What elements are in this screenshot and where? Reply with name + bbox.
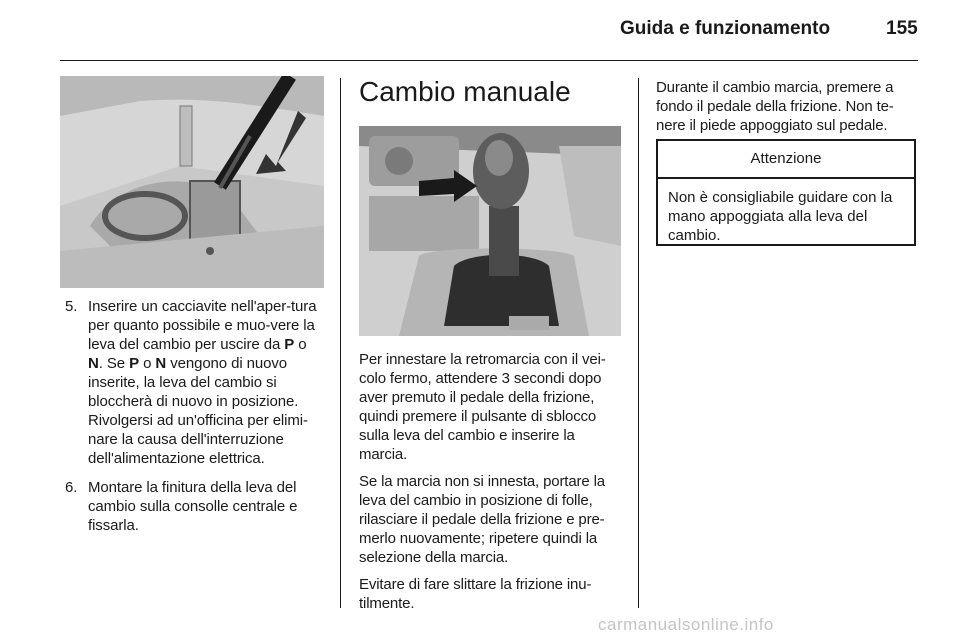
step-number: 6. <box>65 479 78 496</box>
header-title: Guida e funzionamento <box>620 18 831 39</box>
page-number: 155 <box>886 18 918 39</box>
section-title: Cambio manuale <box>359 76 571 107</box>
column-divider-right <box>638 78 639 608</box>
step-text: Inserire un cacciavite nell'aper-tura per quanto possibile e muo-vere la leva del cambio per uscire da P o N. Se P o N vengono di nuovo inserite, la leva del cambio si bloccherà di nuovo in posizione. Rivolgersi ad un'officina per elimi-nare la causa dell'interruzione dell'alimentazione elettrica. <box>88 298 317 467</box>
step-number: 5. <box>65 298 78 315</box>
manual-transmission-text <box>359 350 623 621</box>
step-text: Montare la finitura della leva del cambio sulla consolle centrale e fissarla. <box>88 479 298 534</box>
shift-lever-release-photo <box>60 76 324 288</box>
paragraph: Se la marcia non si innesta, portare la leva del cambio in posizione di folle, rilasciare il pedale della frizione e pre-merlo nuovamente; ripetere quindi la selezione della marcia. <box>359 473 605 566</box>
procedure-steps <box>62 297 324 545</box>
paragraph: Per innestare la retromarcia con il vei-colo fermo, attendere 3 secondi dopo aver premuto il pedale della frizione, quindi premere il pulsante di sblocco sulla leva del cambio e inserire la marcia. <box>359 351 606 463</box>
caution-title: Attenzione <box>658 141 914 179</box>
gear-knob-photo <box>359 126 621 336</box>
caution-box <box>656 139 916 246</box>
watermark: carmanualsonline.info <box>598 615 774 634</box>
list-item <box>62 478 324 535</box>
clutch-text <box>656 78 920 143</box>
list-item <box>62 297 324 468</box>
column-divider-left <box>340 78 341 608</box>
caution-body: Non è consigliabile guidare con la mano appoggiata alla leva del cambio. <box>668 189 893 244</box>
paragraph: Evitare di fare slittare la frizione inu-tilmente. <box>359 576 592 612</box>
paragraph: Durante il cambio marcia, premere a fondo il pedale della frizione. Non te-nere il piede appoggiato sul pedale. <box>656 79 894 134</box>
header-rule <box>60 60 918 61</box>
